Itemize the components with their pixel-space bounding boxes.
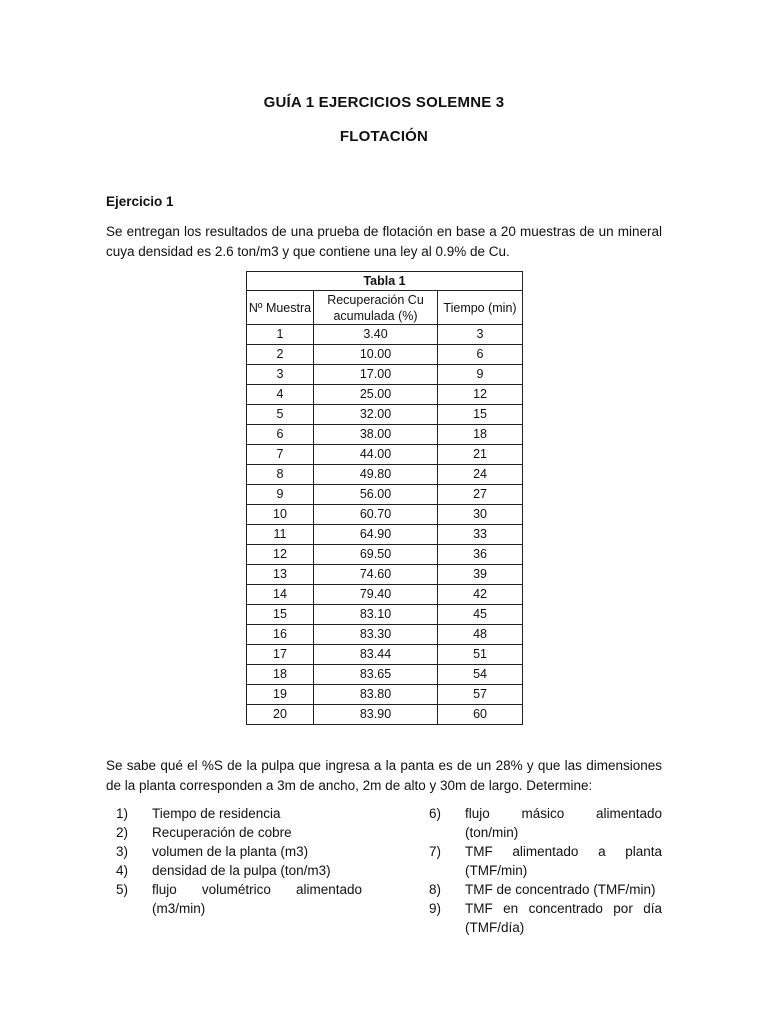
- cell-sample-number: 11: [247, 525, 314, 545]
- cell-recovery: 74.60: [314, 565, 438, 585]
- cell-sample-number: 7: [247, 445, 314, 465]
- question-number: 2): [116, 825, 129, 840]
- question-text: TMF alimentado a planta (TMF/min): [465, 844, 662, 878]
- cell-time: 36: [438, 545, 523, 565]
- question-text: volumen de la planta (m3): [152, 844, 309, 859]
- table-row: [247, 485, 523, 505]
- table-caption: Tabla 1: [247, 272, 523, 291]
- table-row: [247, 505, 523, 525]
- cell-recovery: 83.44: [314, 645, 438, 665]
- question-number: 1): [116, 806, 129, 821]
- question-text: TMF de concentrado (TMF/min): [465, 882, 656, 897]
- table-row: [247, 385, 523, 405]
- questions-list-right: [419, 804, 662, 937]
- cell-time: 6: [438, 345, 523, 365]
- table-row: [247, 625, 523, 645]
- question-item: [106, 880, 362, 918]
- table-row: [247, 565, 523, 585]
- question-number: 9): [429, 901, 442, 916]
- cell-time: 33: [438, 525, 523, 545]
- cell-recovery: 83.80: [314, 685, 438, 705]
- cell-sample-number: 3: [247, 365, 314, 385]
- cell-recovery: 83.90: [314, 705, 438, 725]
- cell-time: 30: [438, 505, 523, 525]
- column-header-time: Tiempo (min): [438, 291, 523, 325]
- exercise-intro: Se entregan los resultados de una prueba de flotación en base a 20 muestras de un mineral cuya densidad es 2.6 ton/m3 y que contiene una ley al 0.9% de Cu.: [106, 224, 662, 259]
- document-title: GUÍA 1 EJERCICIOS SOLEMNE 3: [263, 94, 505, 111]
- table-row: [247, 665, 523, 685]
- column-header-recovery: Recuperación Cu acumulada (%): [314, 291, 438, 325]
- cell-recovery: 60.70: [314, 505, 438, 525]
- cell-time: 12: [438, 385, 523, 405]
- cell-time: 57: [438, 685, 523, 705]
- question-number: 7): [429, 844, 442, 859]
- cell-sample-number: 14: [247, 585, 314, 605]
- cell-sample-number: 9: [247, 485, 314, 505]
- cell-recovery: 38.00: [314, 425, 438, 445]
- cell-sample-number: 1: [247, 325, 314, 345]
- cell-sample-number: 2: [247, 345, 314, 365]
- cell-sample-number: 16: [247, 625, 314, 645]
- question-number: 8): [429, 882, 442, 897]
- table-row: [247, 685, 523, 705]
- cell-sample-number: 4: [247, 385, 314, 405]
- cell-sample-number: 17: [247, 645, 314, 665]
- exercise-context: Se sabe qué el %S de la pulpa que ingresa a la panta es de un 28% y que las dimensiones de la planta corresponden a 3m de ancho, 2m de alto y 30m de largo. Determine:: [106, 758, 662, 793]
- question-text: TMF en concentrado por día (TMF/día): [465, 901, 662, 935]
- cell-time: 3: [438, 325, 523, 345]
- cell-sample-number: 12: [247, 545, 314, 565]
- question-number: 6): [429, 806, 442, 821]
- table-row: [247, 465, 523, 485]
- column-header-sample: Nº Muestra: [247, 291, 314, 325]
- question-number: 4): [116, 863, 129, 878]
- question-text: flujo másico alimentado (ton/min): [465, 806, 662, 840]
- table-row: [247, 545, 523, 565]
- cell-recovery: 25.00: [314, 385, 438, 405]
- question-item: [106, 842, 362, 861]
- cell-recovery: 83.10: [314, 605, 438, 625]
- cell-time: 39: [438, 565, 523, 585]
- question-item: [419, 842, 662, 880]
- cell-recovery: 32.00: [314, 405, 438, 425]
- question-item: [106, 823, 362, 842]
- exercise-heading: Ejercicio 1: [106, 194, 174, 209]
- table-body: [247, 325, 523, 725]
- cell-time: 9: [438, 365, 523, 385]
- cell-recovery: 83.30: [314, 625, 438, 645]
- cell-recovery: 49.80: [314, 465, 438, 485]
- cell-sample-number: 19: [247, 685, 314, 705]
- table-row: [247, 345, 523, 365]
- cell-sample-number: 18: [247, 665, 314, 685]
- question-number: 3): [116, 844, 129, 859]
- cell-time: 60: [438, 705, 523, 725]
- question-text: Tiempo de residencia: [152, 806, 281, 821]
- table-row: [247, 325, 523, 345]
- cell-time: 48: [438, 625, 523, 645]
- cell-recovery: 56.00: [314, 485, 438, 505]
- cell-recovery: 79.40: [314, 585, 438, 605]
- table-row: [247, 425, 523, 445]
- question-text: densidad de la pulpa (ton/m3): [152, 863, 331, 878]
- cell-time: 51: [438, 645, 523, 665]
- cell-time: 42: [438, 585, 523, 605]
- cell-sample-number: 10: [247, 505, 314, 525]
- question-item: [106, 804, 362, 823]
- cell-sample-number: 8: [247, 465, 314, 485]
- table-row: [247, 445, 523, 465]
- questions-list-left: [106, 804, 362, 918]
- cell-time: 18: [438, 425, 523, 445]
- cell-sample-number: 15: [247, 605, 314, 625]
- question-item: [419, 899, 662, 937]
- results-table: [246, 271, 523, 725]
- question-text: Recuperación de cobre: [152, 825, 292, 840]
- cell-recovery: 69.50: [314, 545, 438, 565]
- table-row: [247, 525, 523, 545]
- table-row: [247, 705, 523, 725]
- cell-time: 24: [438, 465, 523, 485]
- table-row: [247, 585, 523, 605]
- cell-recovery: 83.65: [314, 665, 438, 685]
- cell-time: 15: [438, 405, 523, 425]
- question-item: [419, 804, 662, 842]
- question-item: [106, 861, 362, 880]
- cell-recovery: 10.00: [314, 345, 438, 365]
- cell-time: 54: [438, 665, 523, 685]
- cell-sample-number: 20: [247, 705, 314, 725]
- cell-time: 21: [438, 445, 523, 465]
- cell-sample-number: 6: [247, 425, 314, 445]
- question-number: 5): [116, 882, 129, 897]
- cell-recovery: 3.40: [314, 325, 438, 345]
- cell-time: 27: [438, 485, 523, 505]
- table-row: [247, 405, 523, 425]
- cell-sample-number: 13: [247, 565, 314, 585]
- table-row: [247, 605, 523, 625]
- cell-time: 45: [438, 605, 523, 625]
- document-subtitle: FLOTACIÓN: [339, 128, 429, 145]
- cell-sample-number: 5: [247, 405, 314, 425]
- cell-recovery: 44.00: [314, 445, 438, 465]
- table-row: [247, 365, 523, 385]
- table-row: [247, 645, 523, 665]
- cell-recovery: 17.00: [314, 365, 438, 385]
- question-item: [419, 880, 662, 899]
- question-text: flujo volumétrico alimentado (m3/min): [152, 882, 362, 916]
- cell-recovery: 64.90: [314, 525, 438, 545]
